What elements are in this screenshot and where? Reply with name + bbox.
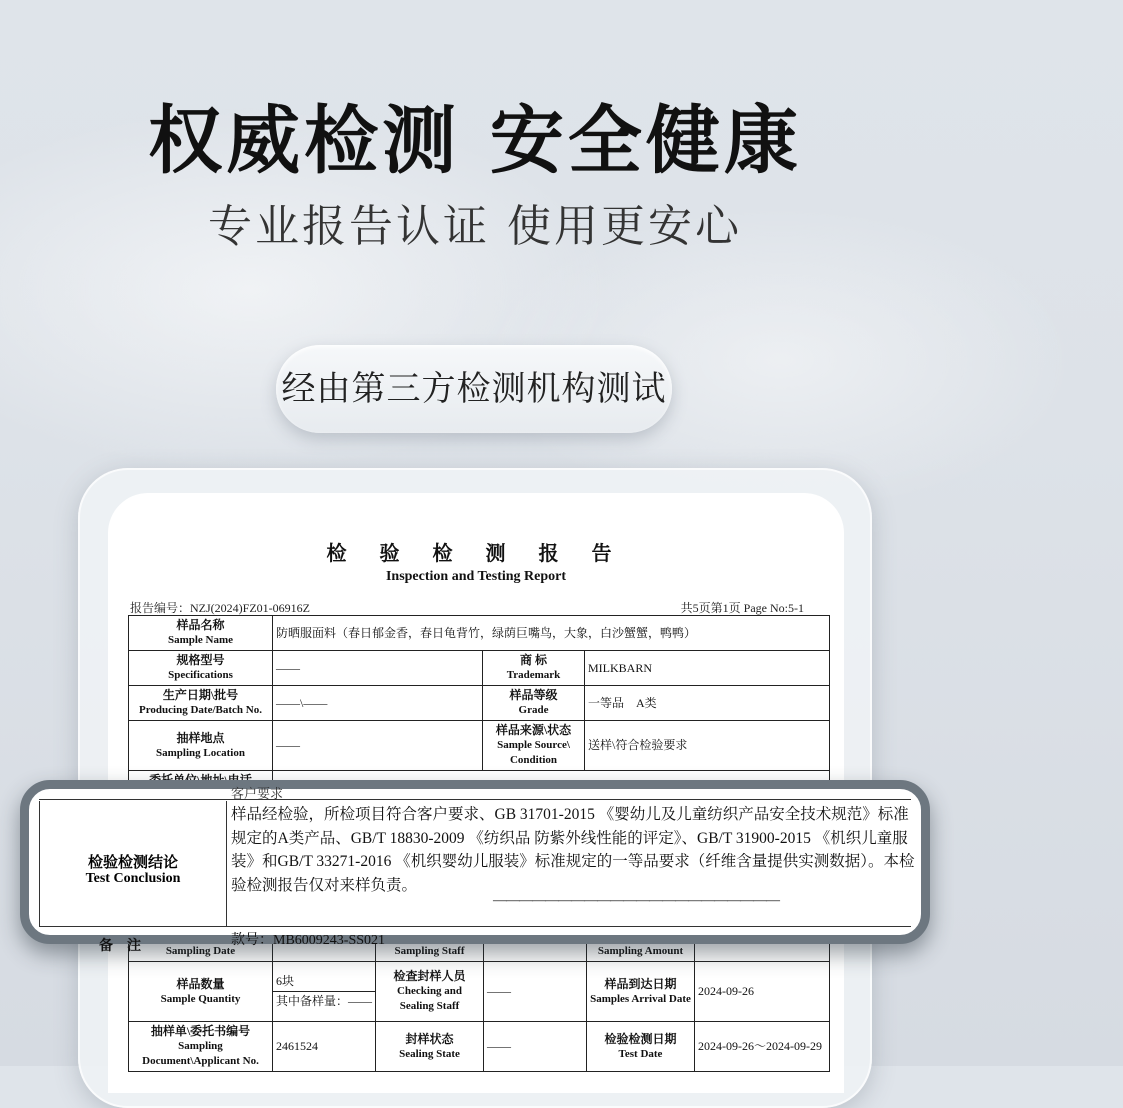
remark-value: 款号：MB6009243-SS021 bbox=[231, 933, 386, 948]
label-sample-quantity: 样品数量 Sample Quantity bbox=[129, 962, 273, 1022]
value-sample-source: 送样\符合检验要求 bbox=[585, 721, 830, 771]
divider bbox=[39, 799, 911, 800]
label-sample-name: 样品名称 Sample Name bbox=[129, 616, 273, 651]
label-sampling-amount: Sampling Amount bbox=[587, 942, 695, 962]
value-document-no: 2461524 bbox=[273, 1022, 376, 1072]
value-sampling-amount bbox=[695, 942, 830, 962]
value-checking-staff: —— bbox=[484, 962, 587, 1022]
conclusion-label-en: Test Conclusion bbox=[85, 871, 181, 886]
value-producing-date: ——\—— bbox=[273, 686, 483, 721]
report-table-bottom bbox=[128, 941, 830, 1072]
value-specifications: —— bbox=[273, 651, 483, 686]
label-sampling-location: 抽样地点 Sampling Location bbox=[129, 721, 273, 771]
value-arrival-date: 2024-09-26 bbox=[695, 962, 830, 1022]
label-producing-date: 生产日期\批号 Producing Date/Batch No. bbox=[129, 686, 273, 721]
report-table-top bbox=[128, 615, 830, 801]
report-title: 检 验 检 测 报 告 bbox=[326, 543, 626, 565]
label-trademark: 商 标 Trademark bbox=[483, 651, 585, 686]
value-sampling-location: —— bbox=[273, 721, 483, 771]
report-title-en: Inspection and Testing Report bbox=[385, 569, 567, 584]
conclusion-text: 样品经检验，所检项目符合客户要求、GB 31701-2015 《婴幼儿及儿童纺织产品安全技术规范》标准规定的A类产品、GB/T 18830-2009 《纺织品 防紫外线性能的评定》、GB/T 31900-2015 《机织儿童服装》和GB/T 33271-2016 《机织婴幼儿服装》标准规定的一等品要求（纤维含量提供实测数据）。本检验检测报告仅对来样负责。 bbox=[231, 806, 915, 894]
value-test-date: 2024-09-26～2024-09-29 bbox=[695, 1022, 830, 1072]
hero-title: 权威检测 安全健康 bbox=[148, 98, 802, 184]
conclusion-label-cell bbox=[39, 801, 227, 926]
conclusion-label: 检验检测结论 bbox=[87, 855, 178, 871]
report-number: 报告编号：NZJ(2024)FZ01-06916Z bbox=[130, 601, 310, 615]
label-test-date: 检验检测日期 Test Date bbox=[587, 1022, 695, 1072]
cut-text: 客户要求 bbox=[231, 786, 284, 801]
value-sampling-staff bbox=[484, 942, 587, 962]
value-trademark: MILKBARN bbox=[585, 651, 830, 686]
page-number: 共5页第1页 Page No:5-1 bbox=[680, 601, 804, 615]
label-checking-staff: 检查封样人员 Checking and Sealing Staff bbox=[376, 962, 484, 1022]
hero-subtitle: 专业报告认证 使用更安心 bbox=[208, 201, 742, 252]
label-sealing-state: 封样状态 Sealing State bbox=[376, 1022, 484, 1072]
third-party-badge: 经由第三方检测机构测试 bbox=[276, 345, 672, 433]
value-grade: 一等品 A类 bbox=[585, 686, 830, 721]
remark-label: 备 注 bbox=[99, 939, 141, 954]
label-arrival-date: 样品到达日期 Samples Arrival Date bbox=[587, 962, 695, 1022]
value-sealing-state: —— bbox=[484, 1022, 587, 1072]
conclusion-dash: —————————————————————— bbox=[493, 893, 779, 908]
value-sample-name: 防晒服面料（春日郁金香，春日龟背竹，绿荫巨嘴鸟，大象，白沙蟹蟹，鸭鸭） bbox=[273, 616, 830, 651]
label-sampling-date: Sampling Date bbox=[129, 942, 273, 962]
value-sample-quantity: 6块 其中备样量：—— bbox=[273, 962, 376, 1022]
label-document-no: 抽样单\委托书编号 Sampling Document\Applicant No. bbox=[129, 1022, 273, 1072]
label-specifications: 规格型号 Specifications bbox=[129, 651, 273, 686]
label-grade: 样品等级 Grade bbox=[483, 686, 585, 721]
label-sample-source: 样品来源\状态 Sample Source\ Condition bbox=[483, 721, 585, 771]
divider bbox=[39, 926, 911, 927]
label-sampling-staff: Sampling Staff bbox=[376, 942, 484, 962]
